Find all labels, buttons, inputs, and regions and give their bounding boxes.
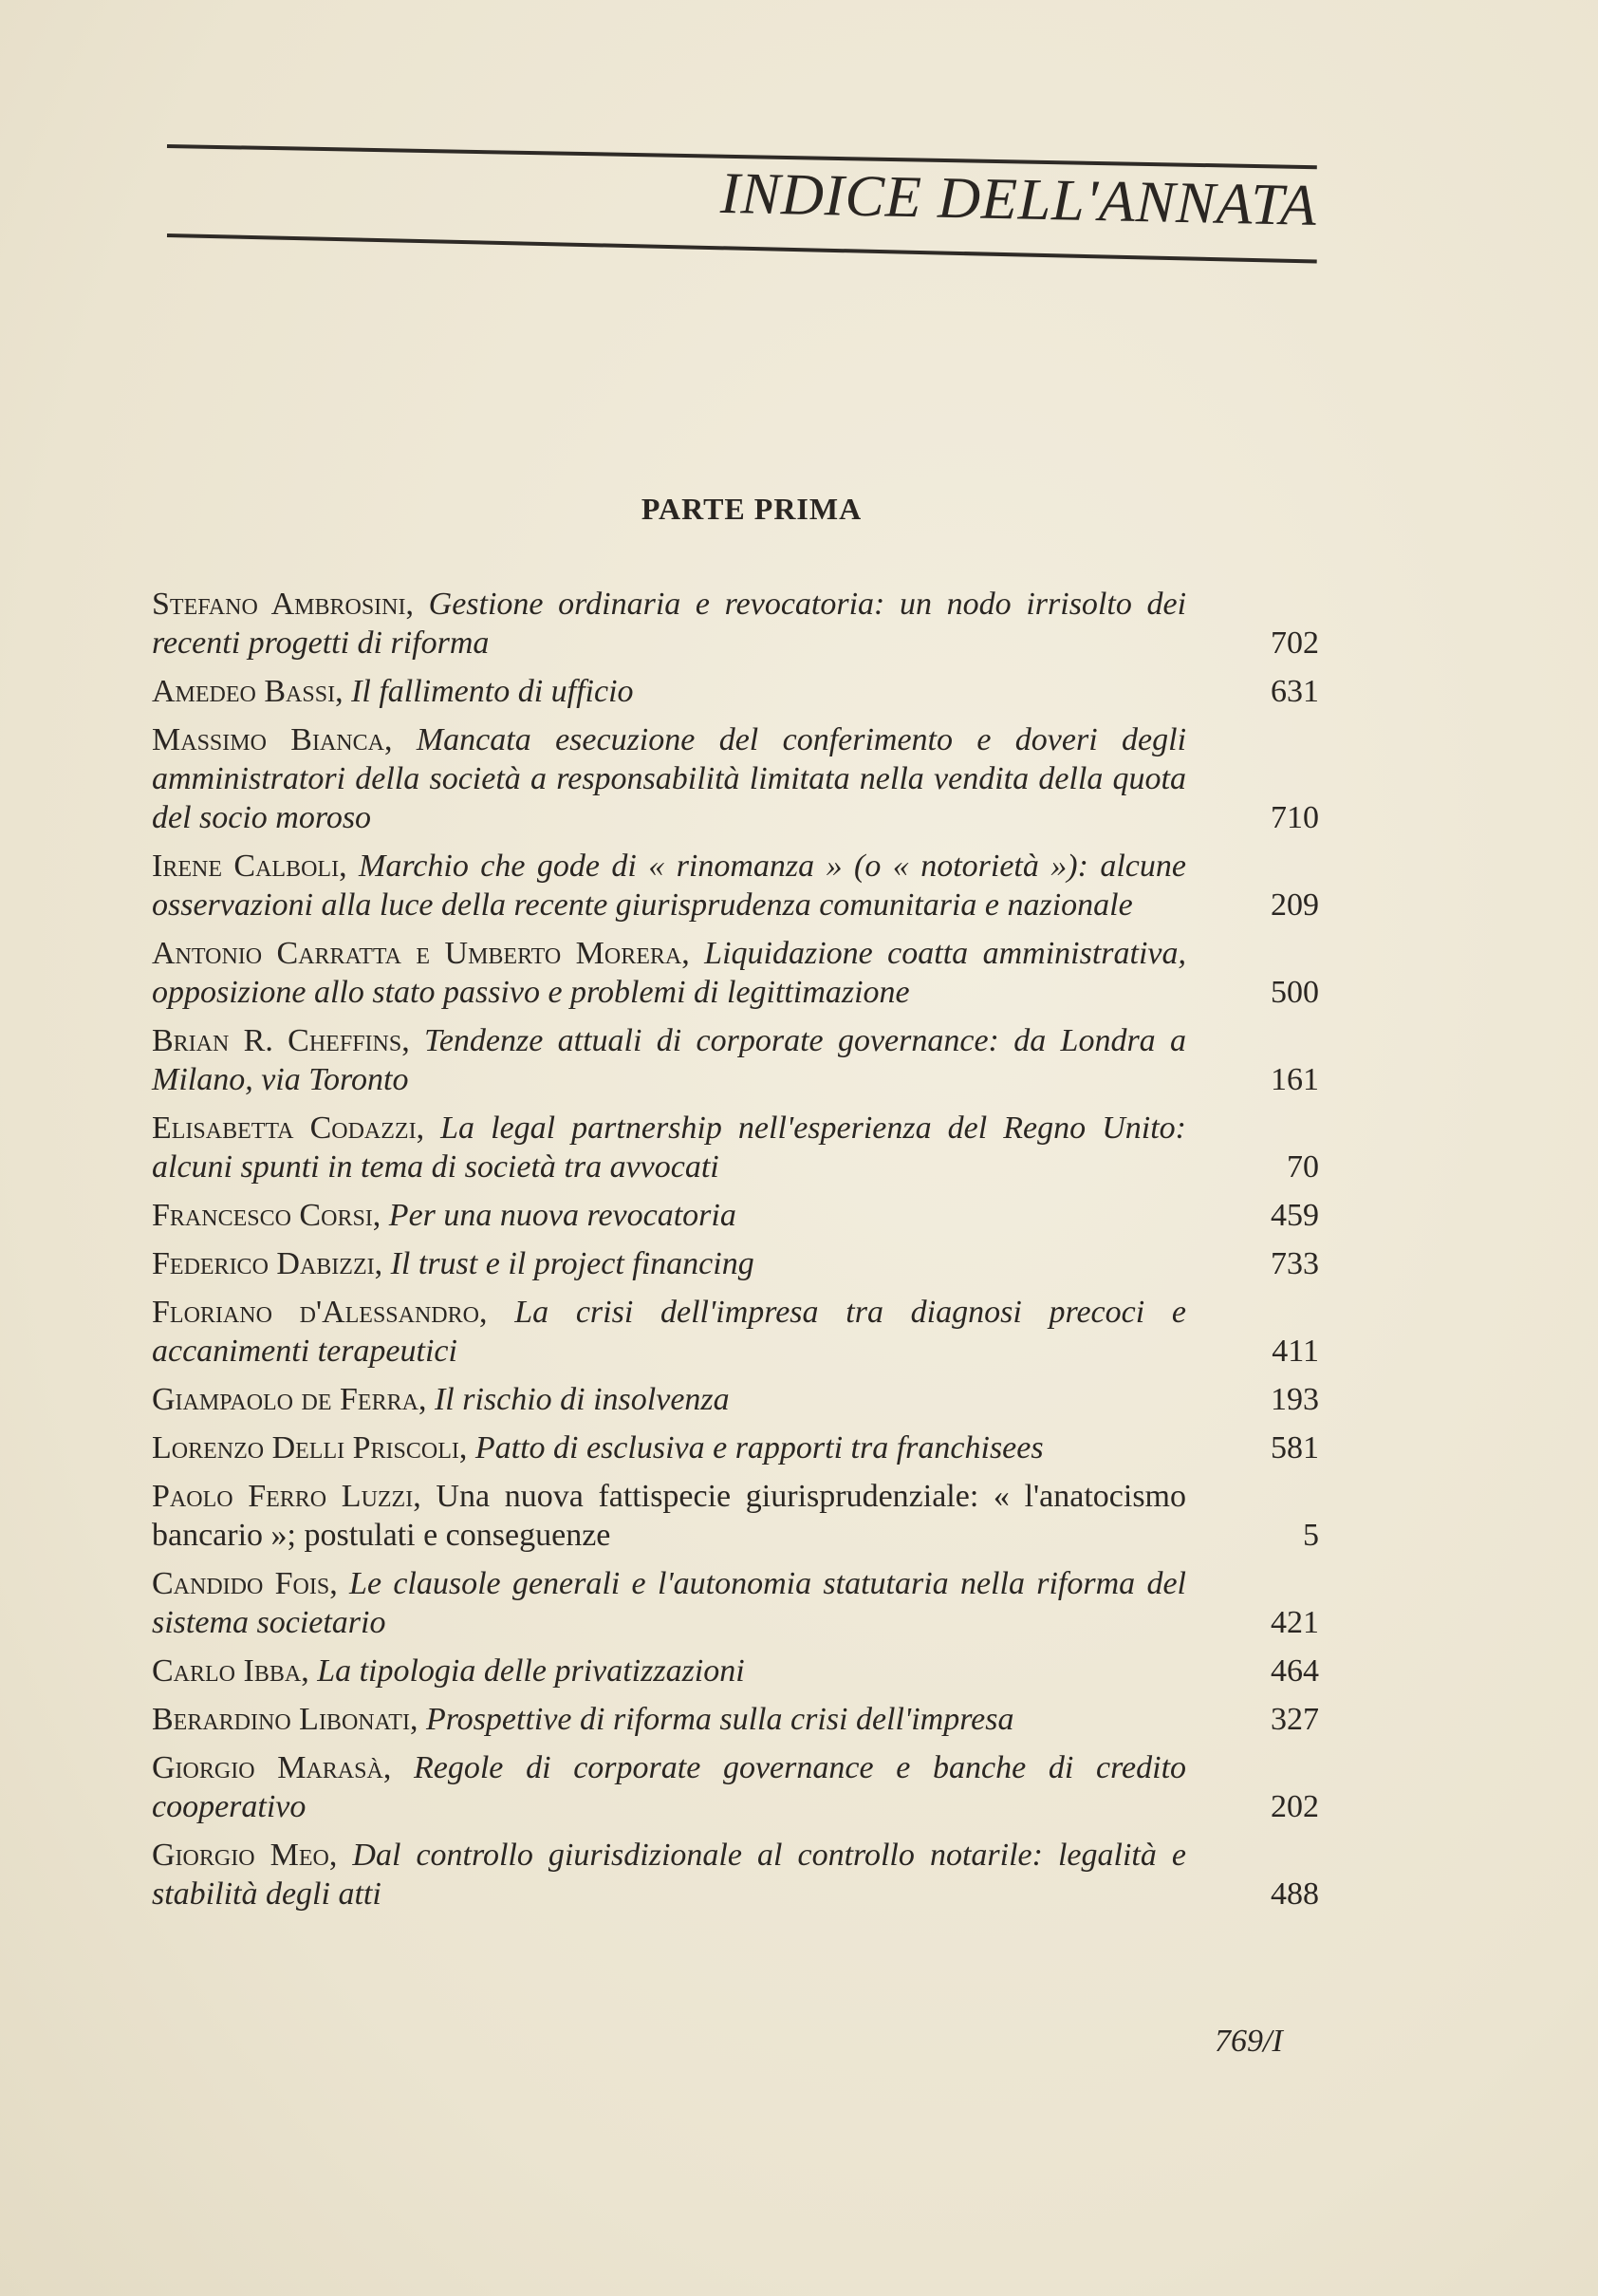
toc-entry: Irene Calboli, Marchio che gode di « rinomanza » (o « notorietà »): alcune osservazioni alla luce della recente giurisprudenza comunitaria e nazionale 209 [152, 849, 1319, 923]
page-number: 193 [1271, 1382, 1319, 1417]
toc-entry: Antonio Carratta e Umberto Morera, Liquidazione coatta amministrativa, opposizione allo stato passivo e problemi di legittimazione 500 [152, 936, 1319, 1010]
page-number: 500 [1271, 975, 1319, 1010]
page-number: 327 [1271, 1702, 1319, 1737]
toc-entry: Lorenzo Delli Priscoli, Patto di esclusiva e rapporti tra franchisees 581 [152, 1430, 1319, 1465]
toc-entry: Stefano Ambrosini, Gestione ordinaria e revocatoria: un nodo irrisolto dei recenti progetti di riforma 702 [152, 587, 1319, 661]
page-number: 631 [1271, 674, 1319, 709]
toc-entry: Giorgio Meo, Dal controllo giurisdizionale al controllo notarile: legalità e stabilità degli atti 488 [152, 1838, 1319, 1912]
page-folio: 769/I [1215, 2024, 1283, 2059]
page-number: 464 [1271, 1653, 1319, 1689]
toc-entry: Brian R. Cheffins, Tendenze attuali di corporate governance: da Londra a Milano, via Toronto 161 [152, 1023, 1319, 1097]
toc-entry: Giorgio Marasà, Regole di corporate governance e banche di credito cooperativo 202 [152, 1750, 1319, 1824]
page-number: 459 [1271, 1198, 1319, 1233]
table-of-contents [152, 585, 1319, 1923]
page-header-title: INDICE DELL'ANNATA [719, 160, 1318, 238]
section-heading: PARTE PRIMA [641, 492, 863, 526]
toc-entry: Giampaolo de Ferra, Il rischio di insolvenza 193 [152, 1382, 1319, 1417]
page-number: 161 [1271, 1062, 1319, 1097]
toc-entry: Floriano d'Alessandro, La crisi dell'impresa tra diagnosi precoci e accanimenti terapeutici 411 [152, 1295, 1319, 1369]
toc-entry: Carlo Ibba, La tipologia delle privatizzazioni 464 [152, 1653, 1319, 1689]
toc-entry: Candido Fois, Le clausole generali e l'autonomia statutaria nella riforma del sistema societario 421 [152, 1566, 1319, 1640]
page-number: 209 [1271, 887, 1319, 923]
page-number: 710 [1271, 800, 1319, 835]
toc-entry: Elisabetta Codazzi, La legal partnership nell'esperienza del Regno Unito: alcuni spunti in tema di società tra avvocati 70 [152, 1111, 1319, 1185]
header-rule-bottom [167, 233, 1317, 263]
toc-entry: Francesco Corsi, Per una nuova revocatoria 459 [152, 1198, 1319, 1233]
page-number: 5 [1303, 1518, 1319, 1553]
page-number: 70 [1287, 1149, 1319, 1185]
page-number: 581 [1271, 1430, 1319, 1465]
page-number: 702 [1271, 625, 1319, 661]
toc-entry: Paolo Ferro Luzzi, Una nuova fattispecie giurisprudenziale: « l'anatocismo bancario »; postulati e conseguenze 5 [152, 1479, 1319, 1553]
page-number: 733 [1271, 1246, 1319, 1281]
toc-entry: Amedeo Bassi, Il fallimento di ufficio 631 [152, 674, 1319, 709]
page-number: 411 [1272, 1334, 1319, 1369]
toc-entry: Federico Dabizzi, Il trust e il project financing 733 [152, 1246, 1319, 1281]
page-number: 488 [1271, 1876, 1319, 1912]
page-number: 202 [1271, 1789, 1319, 1824]
toc-entry: Berardino Libonati, Prospettive di riforma sulla crisi dell'impresa 327 [152, 1702, 1319, 1737]
toc-entry: Massimo Bianca, Mancata esecuzione del conferimento e doveri degli amministratori della società a responsabilità limitata nella vendita della quota del socio moroso 710 [152, 722, 1319, 835]
page-number: 421 [1271, 1605, 1319, 1640]
